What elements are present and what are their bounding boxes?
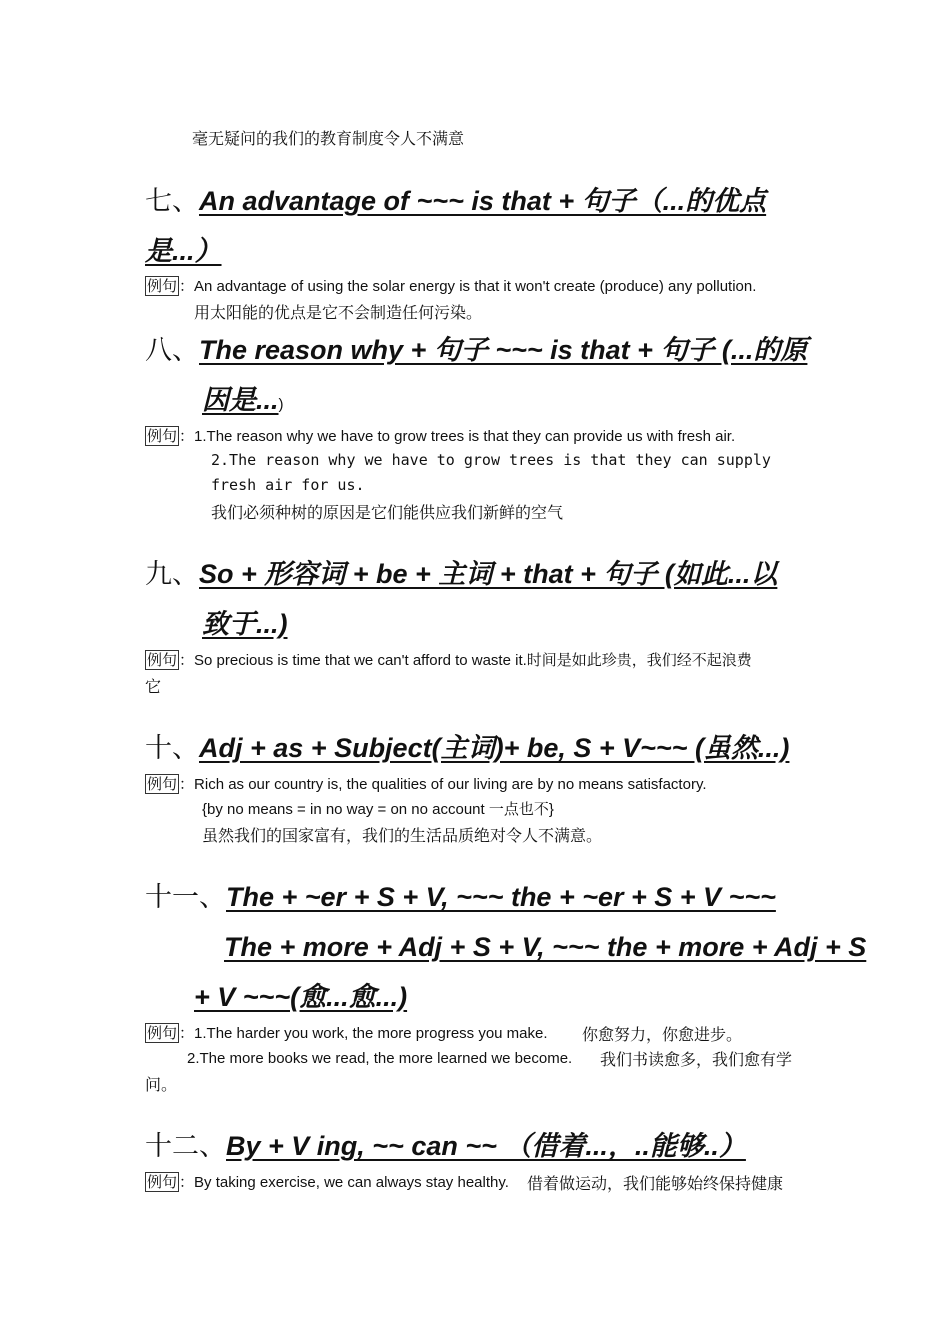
- section-10-example-2: {by no means = in no way = on no account 一点也不}: [202, 801, 554, 818]
- section-12-heading: [145, 1121, 746, 1172]
- section-8-paren: ): [278, 396, 284, 413]
- section-8-heading: [145, 325, 807, 376]
- section-10-example-3: 虽然我们的国家富有，我们的生活品质绝对令人不满意。: [202, 826, 603, 845]
- section-7-heading-cont: [145, 226, 222, 276]
- example-tag: 例句: [147, 775, 178, 793]
- section-10-number: 十、: [145, 733, 199, 764]
- colon: ：: [179, 428, 195, 445]
- colon: ：: [179, 776, 195, 793]
- section-7-pattern-line1: An advantage of ~~~ is that + 句子（...的优点: [199, 186, 767, 216]
- colon: ：: [179, 278, 195, 295]
- example-tag: 例句: [147, 1173, 178, 1191]
- example-text: By taking exercise, we can always stay healthy.: [194, 1174, 509, 1191]
- colon: ：: [179, 652, 195, 669]
- section-9-heading-cont: [202, 599, 288, 649]
- section-11-example-2-cn: 我们书读愈多，我们愈有学: [600, 1050, 793, 1069]
- section-12-example-1: [145, 1171, 509, 1195]
- section-11-pattern-line3: + V ~~~(愈...愈...): [194, 982, 408, 1012]
- section-8-heading-cont: [202, 375, 284, 430]
- section-9-number: 九、: [145, 559, 199, 590]
- section-8-number: 八、: [145, 335, 199, 366]
- example-tag: 例句: [147, 651, 178, 669]
- section-8-example-3: fresh air for us.: [211, 476, 365, 494]
- example-tag: 例句: [147, 1024, 178, 1042]
- section-11-heading: [145, 872, 776, 923]
- section-8-example-2: 2.The reason why we have to grow trees is that they can supply: [211, 451, 771, 469]
- section-7-heading: [145, 176, 766, 227]
- section-8-pattern-line1: The reason why + 句子 ~~~ is that + 句子 (...的原: [199, 335, 808, 365]
- section-10-pattern-line1: Adj + as + Subject(主词)+ be, S + V~~~ (虽然...): [199, 733, 790, 763]
- intro-line: 毫无疑问的我们的教育制度令人不满意: [192, 129, 465, 148]
- section-9-heading: [145, 549, 777, 600]
- section-11-pattern-line1: The + ~er + S + V, ~~~ the + ~er + S + V ~~~: [226, 882, 776, 912]
- section-11-example-2: 2.The more books we read, the more learned we become.: [187, 1050, 573, 1067]
- colon: ：: [179, 1174, 195, 1191]
- example-text: So precious is time that we can't afford to waste it.时间是如此珍贵，我们经不起浪费: [194, 652, 752, 669]
- section-12-example-1-cn: 借着做运动，我们能够始终保持健康: [527, 1174, 784, 1193]
- example-tag: 例句: [147, 427, 178, 445]
- section-12-pattern-line1: By + V ing, ~~ can ~~ （借着...，..能够..）: [226, 1131, 746, 1161]
- section-8-example-1: [145, 425, 735, 449]
- colon: ：: [179, 1025, 195, 1042]
- section-7-pattern-line2: 是...）: [145, 236, 222, 266]
- section-7-example-1: [145, 275, 756, 299]
- section-11-heading-cont: [224, 922, 866, 972]
- section-11-example-1: [145, 1022, 548, 1046]
- section-10-example-1: [145, 773, 707, 797]
- section-11-heading-cont-2: [194, 972, 407, 1022]
- section-7-number: 七、: [145, 186, 199, 217]
- example-text: 1.The reason why we have to grow trees is that they can provide us with fresh air.: [194, 428, 736, 445]
- section-9-pattern-line2: 致于...): [202, 609, 288, 639]
- section-9-pattern-line1: So + 形容词 + be + 主词 + that + 句子 (如此...以: [199, 559, 778, 589]
- section-7-example-2: 用太阳能的优点是它不会制造任何污染。: [194, 303, 483, 322]
- section-11-number: 十一、: [145, 882, 226, 913]
- section-11-example-1-cn: 你愈努力，你愈进步。: [582, 1025, 743, 1044]
- example-text: An advantage of using the solar energy is that it won't create (produce) any pollution.: [194, 278, 757, 295]
- section-10-heading: [145, 723, 789, 774]
- example-tag: 例句: [147, 277, 178, 295]
- section-11-example-2-cn-cont: 问。: [145, 1075, 178, 1094]
- section-9-example-2: 它: [145, 677, 162, 696]
- example-text: Rich as our country is, the qualities of our living are by no means satisfactory.: [194, 776, 707, 793]
- example-text: 1.The harder you work, the more progress you make.: [194, 1025, 548, 1042]
- section-12-number: 十二、: [145, 1131, 226, 1162]
- section-8-example-4: 我们必须种树的原因是它们能供应我们新鲜的空气: [211, 503, 564, 522]
- section-8-pattern-line2: 因是...: [202, 385, 279, 415]
- section-9-example-1: [145, 649, 752, 673]
- section-11-pattern-line2: The + more + Adj + S + V, ~~~ the + more + Adj + S: [224, 932, 867, 962]
